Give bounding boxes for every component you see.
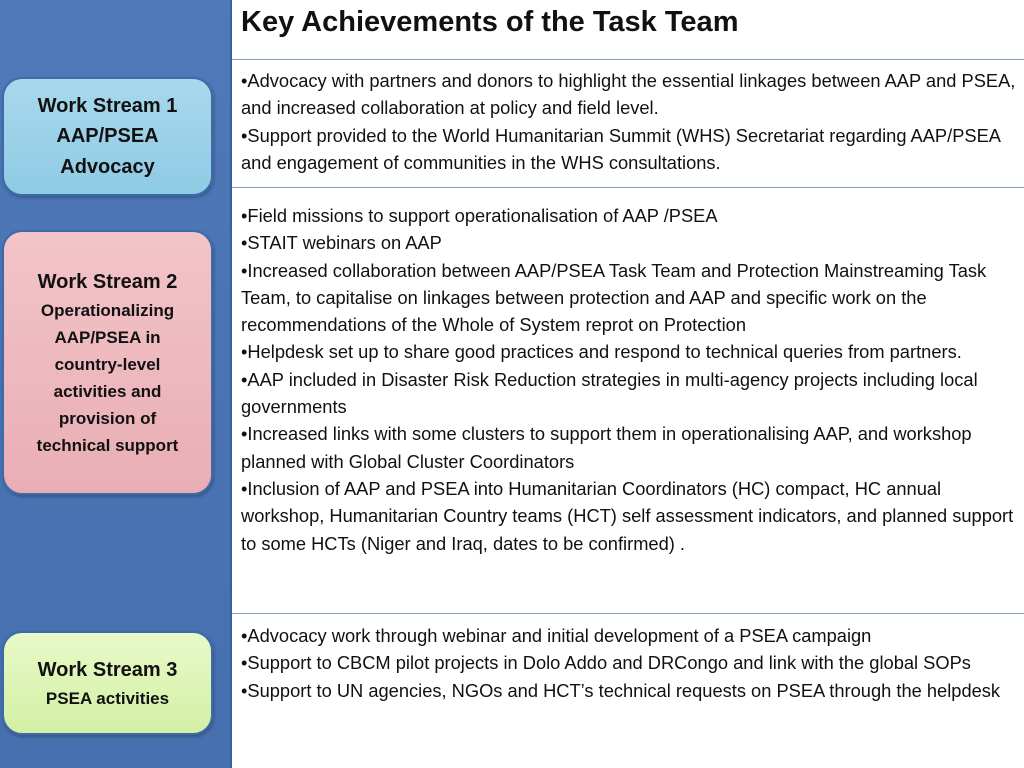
work-stream-3-title: Work Stream 3 [37, 658, 178, 681]
bullet-item: •Support to CBCM pilot projects in Dolo Addo and DRCongo and link with the global SOPs [241, 652, 971, 674]
work-stream-3-box [2, 631, 213, 735]
work-stream-2-subtitle-line: provision of [58, 408, 157, 428]
work-stream-2-subtitle-line: AAP/PSEA in [54, 327, 161, 347]
work-stream-1-subtitle-line: Advocacy [60, 155, 155, 178]
bullet-item: •Increased links with some clusters to support them in operationalising AAP, and workshop planned with Global Cluster Coordinators [241, 423, 972, 472]
work-stream-2-box [2, 230, 213, 495]
work-stream-2-subtitle-line: activities and [53, 381, 162, 401]
bullet-item: •Increased collaboration between AAP/PSEA Task Team and Protection Mainstreaming Task Team, to capitalise on linkages between protection and AAP and specific work on the recommendations of the Whole of System reprot on Protection [241, 259, 987, 336]
bullet-item: •Advocacy with partners and donors to highlight the essential linkages between AAP and PSEA, and increased collaboration at policy and field level. [241, 70, 1016, 119]
bullet-item: •STAIT webinars on AAP [241, 232, 442, 254]
bullet-item: •Support provided to the World Humanitarian Summit (WHS) Secretariat regarding AAP/PSEA and engagement of communities in the WHS consultations. [241, 124, 1000, 173]
bullet-item: •Advocacy work through webinar and initial development of a PSEA campaign [241, 625, 872, 646]
bullet-item: •AAP included in Disaster Risk Reduction strategies in multi-agency projects including local governments [241, 368, 978, 418]
work-stream-2-subtitle-line: Operationalizing [40, 300, 175, 320]
work-stream-2-subtitle-line: technical support [36, 435, 179, 455]
main-content [232, 0, 1024, 768]
work-stream-1-title: Work Stream 1 [37, 94, 178, 117]
bullet-item: •Helpdesk set up to share good practices and respond to technical queries from partners. [241, 341, 962, 363]
section-psea [241, 622, 1016, 704]
bullet-item: •Support to UN agencies, NGOs and HCT’s technical requests on PSEA through the helpdesk [241, 679, 1001, 701]
section-divider [232, 613, 1024, 614]
section-advocacy [241, 67, 1016, 176]
bullet-item: •Inclusion of AAP and PSEA into Humanitarian Coordinators (HC) compact, HC annual workshop, Humanitarian Country teams (HCT) self assessment indicators, and planned support to some HCTs (Niger and Iraq, dates to be confirmed) . [241, 477, 1014, 554]
work-stream-2-subtitle-line: country-level [54, 354, 161, 374]
work-stream-3-subtitle-line: PSEA activities [45, 688, 170, 708]
work-stream-1-subtitle-line: AAP/PSEA [56, 124, 159, 147]
section-operationalizing [241, 202, 1016, 557]
page-title: Key Achievements of the Task Team [241, 6, 739, 38]
section-divider [232, 187, 1024, 188]
work-stream-2-title: Work Stream 2 [37, 270, 178, 293]
work-stream-1-box [2, 77, 213, 196]
section-divider [232, 59, 1024, 60]
bullet-item: •Field missions to support operationalisation of AAP /PSEA [241, 205, 718, 226]
